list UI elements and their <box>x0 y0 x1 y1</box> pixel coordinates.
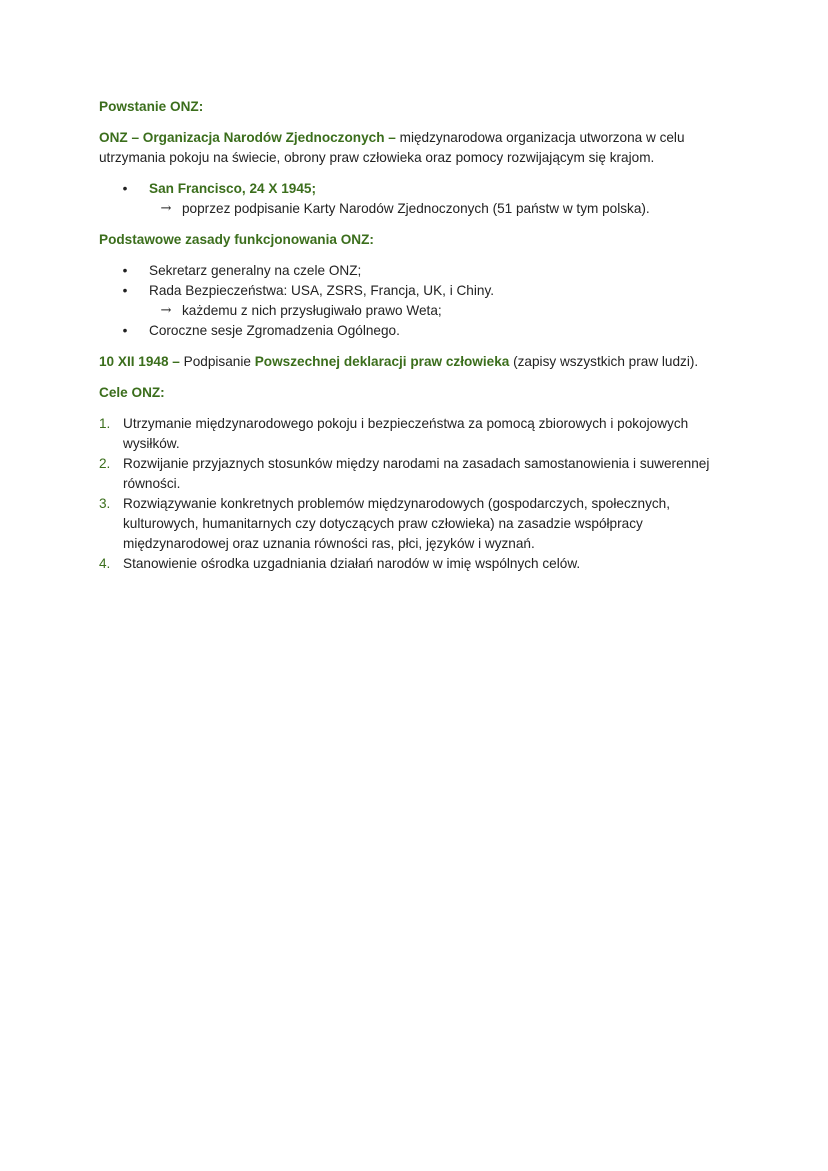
bullet-icon: • <box>122 283 128 298</box>
list-item <box>99 494 739 554</box>
list-item <box>99 281 739 301</box>
onz-term: ONZ – Organizacja Narodów Zjednoczonych – <box>99 130 396 145</box>
list-number: 2. <box>99 456 111 471</box>
sub-list-item <box>99 301 739 321</box>
list-item <box>99 454 739 494</box>
principles-list <box>99 261 739 341</box>
document-content <box>99 97 739 574</box>
list-item <box>99 179 739 199</box>
heading-powstanie-onz: Powstanie ONZ: <box>99 99 204 114</box>
veto-text: każdemu z nich przysługiwało prawo Weta; <box>182 303 442 318</box>
principle-text: Rada Bezpieczeństwa: USA, ZSRS, Francja, UK, i Chiny. <box>149 283 495 298</box>
arrow-right-icon: → <box>160 303 172 318</box>
list-item <box>99 261 739 281</box>
list-item <box>99 321 739 341</box>
goals-list <box>99 414 739 574</box>
founding-detail: poprzez podpisanie Karty Narodów Zjednoczonych (51 państw w tym polska). <box>182 201 650 216</box>
arrow-right-icon: → <box>160 201 172 216</box>
onz-definition <box>99 128 739 168</box>
list-number: 3. <box>99 496 111 511</box>
list-number: 4. <box>99 556 111 571</box>
founding-event: San Francisco, 24 X 1945; <box>149 181 316 196</box>
list-item <box>99 414 739 454</box>
heading-zasady: Podstawowe zasady funkcjonowania ONZ: <box>99 232 374 247</box>
bullet-icon: • <box>122 181 128 196</box>
declaration-prefix: Podpisanie <box>179 354 255 369</box>
list-item <box>99 554 739 574</box>
goal-text: Rozwiązywanie konkretnych problemów międzynarodowych (gospodarczych, społecznych, kulturowych, humanitarnych czy dotyczących praw człowieka) na zasadzie współpracy międzynarodowej oraz uznania równości ras, płci, języków i wyznań. <box>123 496 671 551</box>
declaration-title: Powszechnej deklaracji praw człowieka <box>254 354 510 369</box>
founding-list <box>99 179 739 219</box>
declaration-line <box>99 352 739 372</box>
declaration-date: 10 XII 1948 – <box>99 354 180 369</box>
goal-text: Rozwijanie przyjaznych stosunków między narodami na zasadach samostanowienia i suwerennej równości. <box>123 456 710 491</box>
heading-cele-onz: Cele ONZ: <box>99 385 165 400</box>
list-number: 1. <box>99 416 111 431</box>
bullet-icon: • <box>122 323 128 338</box>
bullet-icon: • <box>122 263 128 278</box>
onz-definition-text: międzynarodowa organizacja utworzona w celu utrzymania pokoju na świecie, obrony praw człowieka oraz pomocy rozwijającym się krajom. <box>99 130 685 165</box>
principle-text: Coroczne sesje Zgromadzenia Ogólnego. <box>149 323 400 338</box>
sub-list-item <box>99 199 739 219</box>
principle-text: Sekretarz generalny na czele ONZ; <box>149 263 362 278</box>
declaration-suffix: (zapisy wszystkich praw ludzi). <box>509 354 699 369</box>
goal-text: Stanowienie ośrodka uzgadniania działań narodów w imię wspólnych celów. <box>123 556 581 571</box>
goal-text: Utrzymanie międzynarodowego pokoju i bezpieczeństwa za pomocą zbiorowych i pokojowych wysiłków. <box>123 416 689 451</box>
